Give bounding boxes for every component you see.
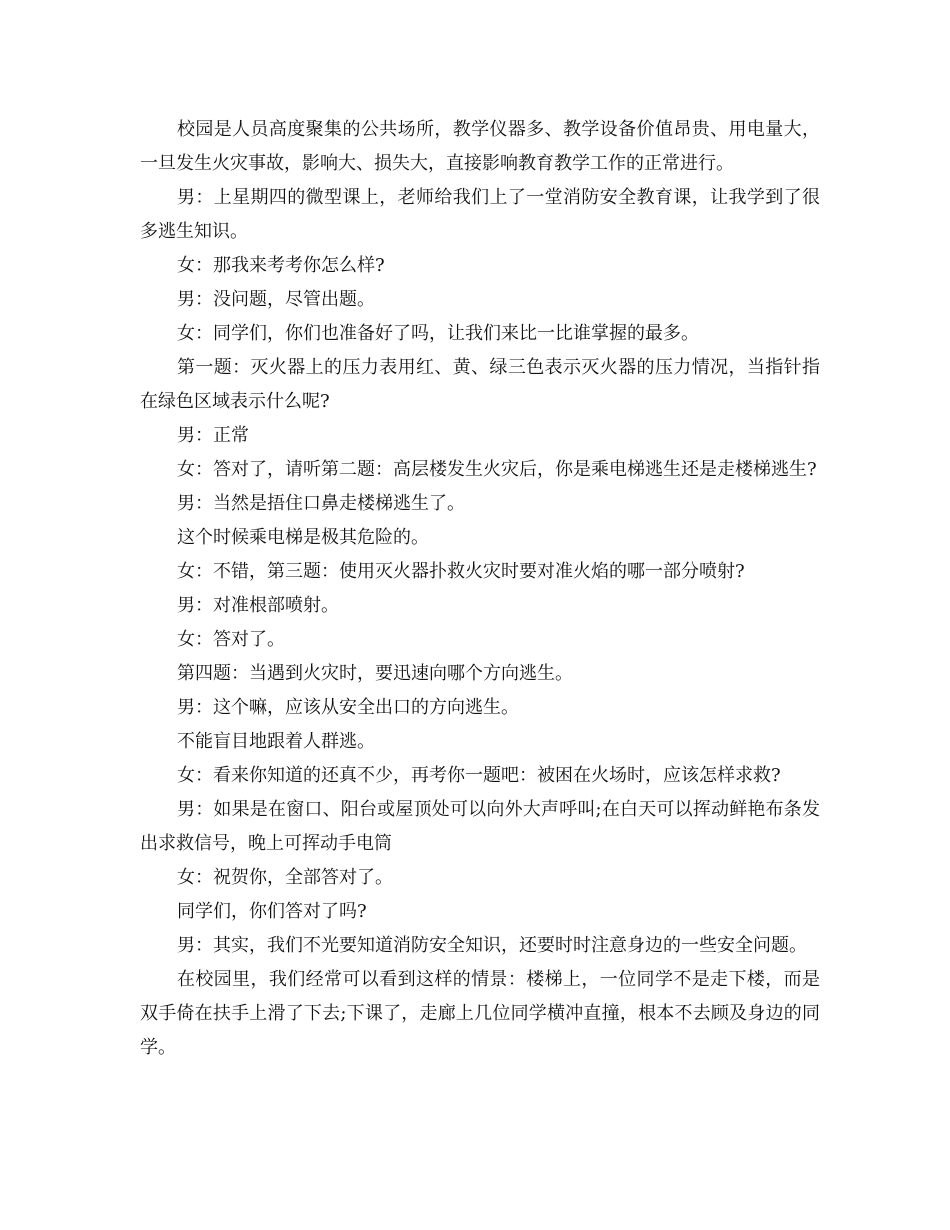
paragraph-dialogue: 男：如果是在窗口、阳台或屋顶处可以向外大声呼叫;在白天可以挥动鲜艳布条发出求救信号，晚上可挥动手电筒 xyxy=(140,799,820,854)
paragraph-dialogue: 不能盲目地跟着人群逃。 xyxy=(177,731,375,752)
paragraph-dialogue: 男：对准根部喷射。 xyxy=(177,595,339,616)
paragraph-dialogue: 男：这个嘛，应该从安全出口的方向逃生。 xyxy=(177,697,519,718)
paragraph-dialogue: 女：答对了，请听第二题：高层楼发生火灾后，你是乘电梯逃生还是走楼梯逃生? xyxy=(177,459,817,480)
paragraph-dialogue: 男：正常 xyxy=(177,425,249,446)
paragraph-dialogue: 女：祝贺你，全部答对了。 xyxy=(177,867,393,888)
paragraph-dialogue: 同学们，你们答对了吗? xyxy=(177,901,367,922)
paragraph-question: 第一题：灭火器上的压力表用红、黄、绿三色表示灭火器的压力情况，当指针指在绿色区域表示什么呢? xyxy=(140,357,820,412)
document-body xyxy=(140,113,820,1065)
paragraph-dialogue: 男：没问题，尽管出题。 xyxy=(177,289,375,310)
paragraph-dialogue: 女：不错，第三题：使用灭火器扑救火灾时要对准火焰的哪一部分喷射? xyxy=(177,561,745,582)
paragraph-question: 第四题：当遇到火灾时，要迅速向哪个方向逃生。 xyxy=(177,663,573,684)
paragraph-dialogue: 男：上星期四的微型课上，老师给我们上了一堂消防安全教育课，让我学到了很多逃生知识。 xyxy=(140,187,820,242)
paragraph-dialogue: 女：答对了。 xyxy=(177,629,285,650)
paragraph-dialogue: 男：当然是捂住口鼻走楼梯逃生了。 xyxy=(177,493,465,514)
paragraph-dialogue: 男：其实，我们不光要知道消防安全知识，还要时时注意身边的一些安全问题。 xyxy=(177,935,807,956)
paragraph-dialogue: 女：同学们，你们也准备好了吗，让我们来比一比谁掌握的最多。 xyxy=(177,323,699,344)
paragraph-narrative: 在校园里，我们经常可以看到这样的情景：楼梯上，一位同学不是走下楼，而是双手倚在扶手上滑了下去;下课了，走廊上几位同学横冲直撞，根本不去顾及身边的同学。 xyxy=(140,969,820,1058)
paragraph-intro: 校园是人员高度聚集的公共场所，教学仪器多、教学设备价值昂贵、用电量大，一旦发生火灾事故，影响大、损失大，直接影响教育教学工作的正常进行。 xyxy=(140,119,820,174)
paragraph-dialogue: 女：那我来考考你怎么样? xyxy=(177,255,385,276)
paragraph-dialogue: 这个时候乘电梯是极其危险的。 xyxy=(177,527,429,548)
paragraph-dialogue: 女：看来你知道的还真不少，再考你一题吧：被困在火场时，应该怎样求救? xyxy=(177,765,781,786)
